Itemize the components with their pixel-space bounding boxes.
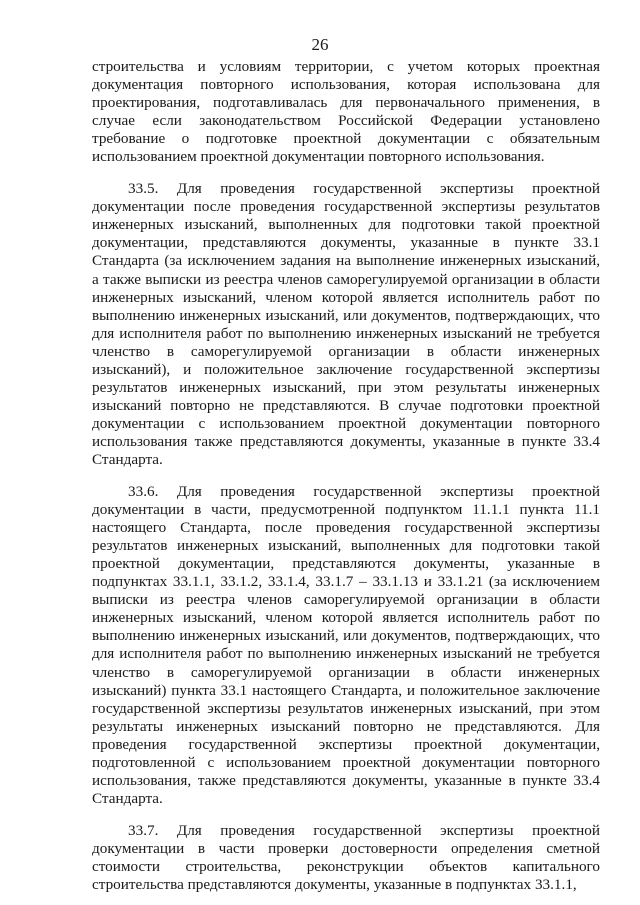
paragraph-gap: [92, 808, 600, 822]
paragraph-33-6: 33.6. Для проведения государственной экспертизы проектной документации в части, предусмотренной подпунктом 11.1.1 пункта 11.1 настоящего Стандарта, после проведения государственной экспертизы результатов инженерных изысканий, выполненных для подготовки такой проектной документации, представляются документы, указанные в подпунктах 33.1.1, 33.1.2, 33.1.4, 33.1.7 – 33.1.13 и 33.1.21 (за исключением выписки из реестра членов саморегулируемой организации в области инженерных изысканий, членом которой является исполнитель работ по выполнению инженерных изысканий, или документов, подтверждающих, что для исполнителя работ по выполнению инженерных изысканий не требуется членство в саморегулируемой организации в области инженерных изысканий) пункта 33.1 настоящего Стандарта, и положительное заключение государственной экспертизы результатов инженерных изысканий, при этом результаты инженерных изысканий повторно не представляются. Для проведения государственной экспертизы проектной документации, подготовленной с использованием проектной документации повторного использования, также представляются документы, указанные в пункте 33.4 Стандарта.: [92, 483, 600, 807]
document-body: [92, 58, 600, 894]
paragraph-33-7: 33.7. Для проведения государственной экспертизы проектной документации в части проверки достоверности определения сметной стоимости строительства, реконструкции объектов капитального строительства представляются документы, указанные в подпунктах 33.1.1,: [92, 821, 600, 894]
paragraph-continuation: строительства и условиям территории, с учетом которых проектная документация повторного использования, которая использована для проектирования, подготавливалась для первоначального применения, в случае если законодательством Российской Федерации установлено требование о подготовке проектной документации с обязательным использованием проектной документации повторного использования.: [92, 58, 600, 166]
paragraph-33-5: 33.5. Для проведения государственной экспертизы проектной документации после проведения государственной экспертизы результатов инженерных изысканий, выполненных для подготовки такой проектной документации, представляются документы, указанные в пункте 33.1 Стандарта (за исключением задания на выполнение инженерных изысканий, а также выписки из реестра членов саморегулируемой организации в области инженерных изысканий, членом которой является исполнитель работ по выполнению инженерных изысканий, или документов, подтверждающих, что для исполнителя работ по выполнению инженерных изысканий не требуется членство в саморегулируемой организации в области инженерных изысканий), и положительное заключение государственной экспертизы результатов инженерных изысканий, при этом результаты инженерных изысканий повторно не представляются. В случае подготовки проектной документации с использованием проектной документации повторного использования также представляются документы, указанные в пункте 33.4 Стандарта.: [92, 180, 600, 468]
page-number: 26: [311, 35, 329, 54]
paragraph-gap: [92, 469, 600, 483]
paragraph-gap: [92, 166, 600, 180]
